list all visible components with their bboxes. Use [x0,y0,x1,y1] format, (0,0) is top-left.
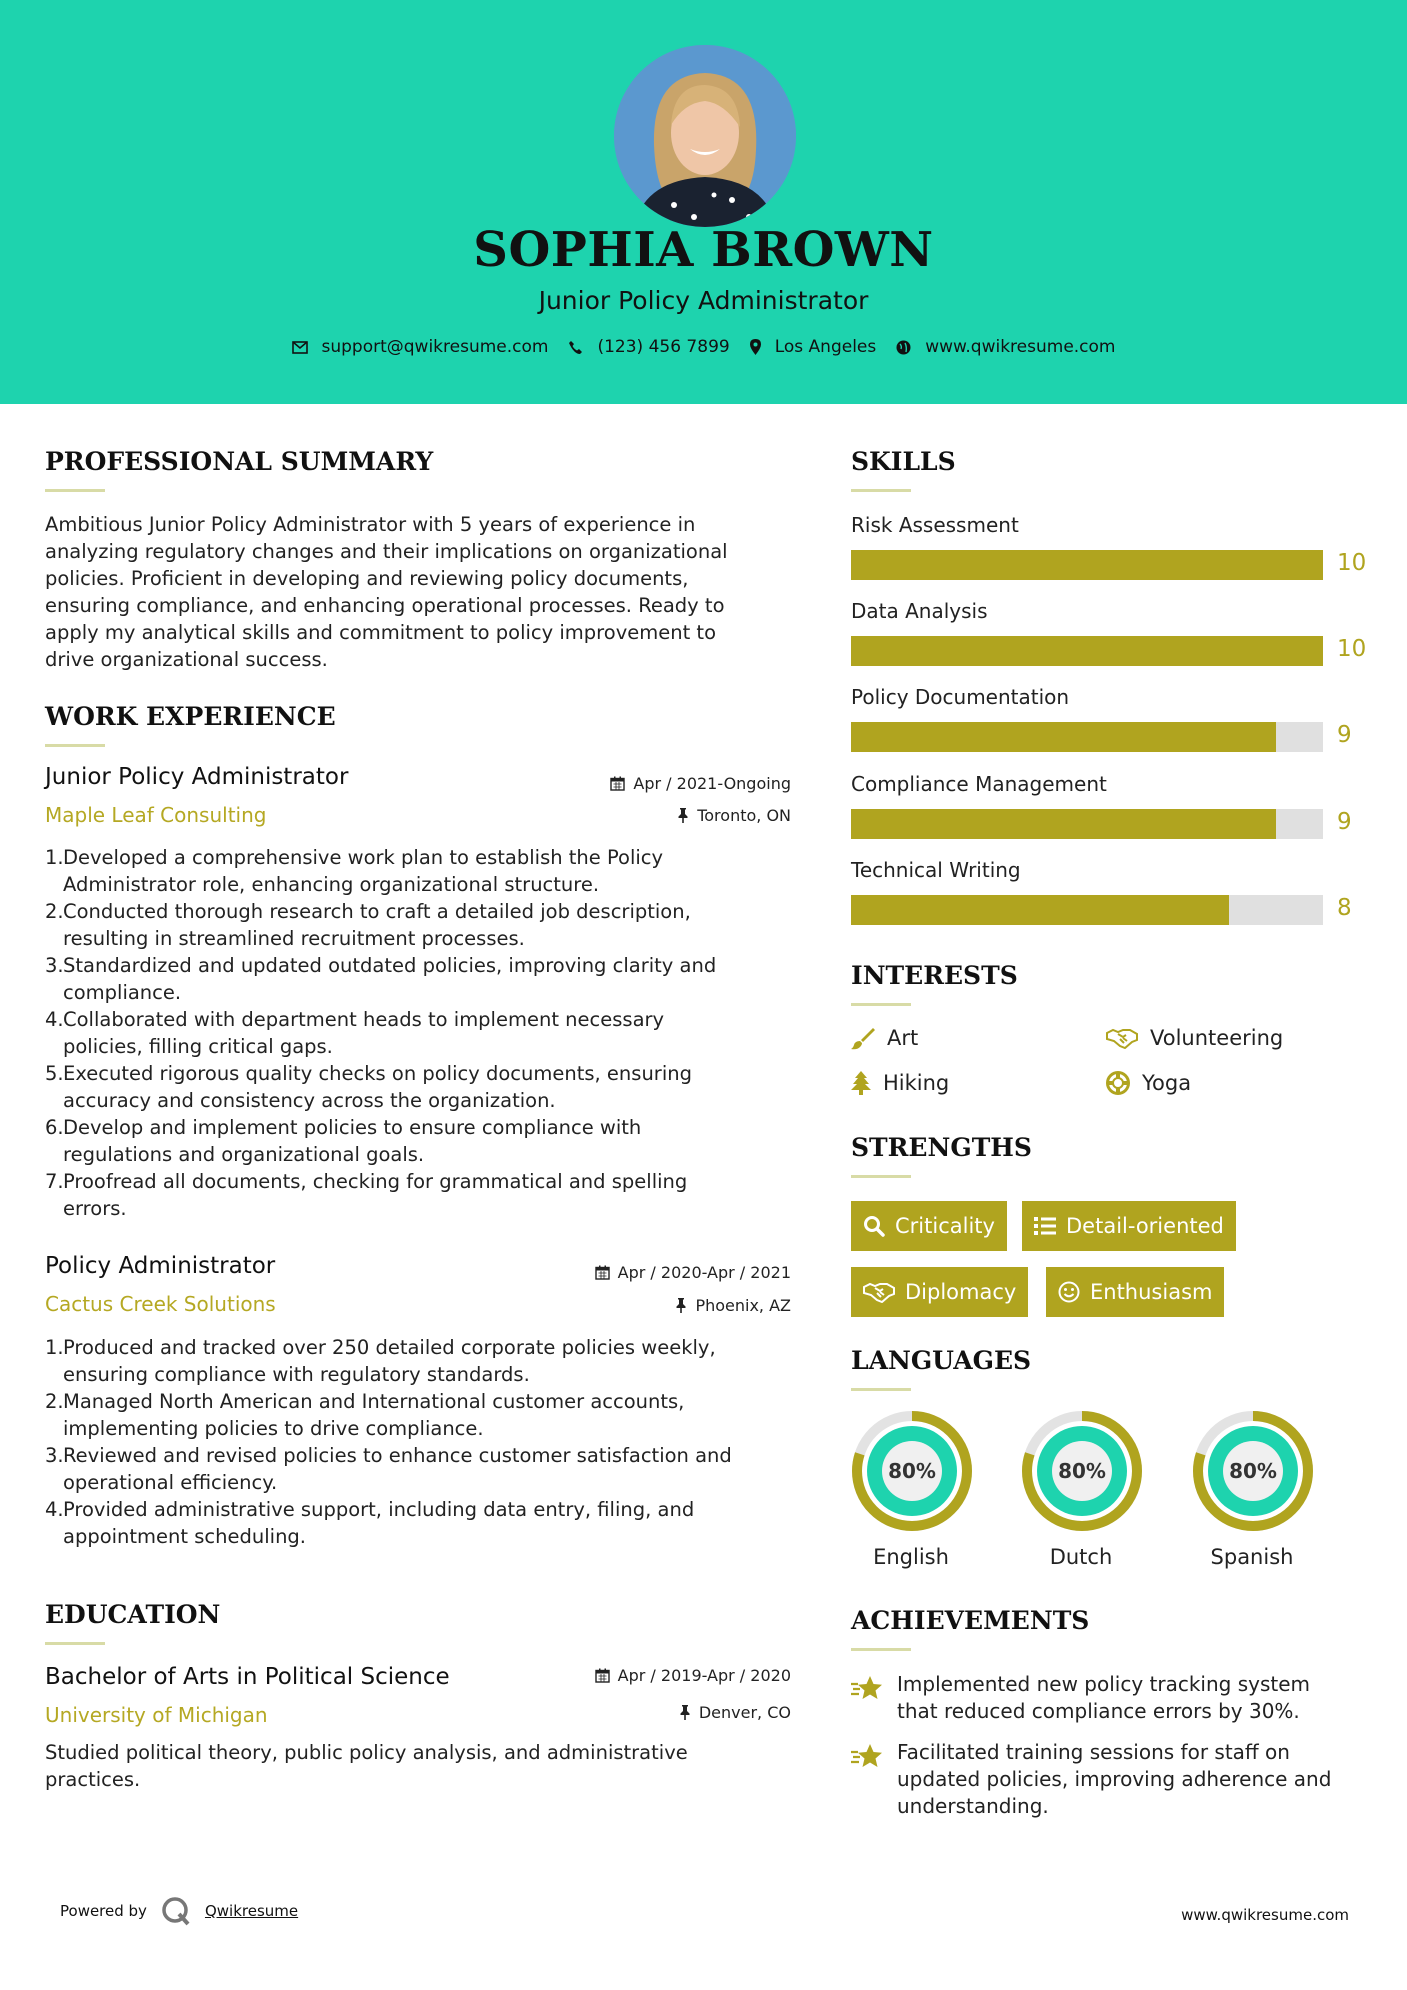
strength-tag [1022,1201,1236,1251]
duty-item [45,1496,732,1550]
interest-item [851,1026,918,1050]
skill-bar-track [851,809,1323,839]
achievement-line: that reduced compliance errors by 30%. [897,1699,1300,1723]
calendar-icon [610,776,625,791]
achievement-line: Facilitated training sessions for staff on [897,1740,1290,1764]
degree-title: Bachelor of Arts in Political Science [45,1664,450,1690]
achievement-item [851,1671,1310,1725]
job-location-text: Toronto, ON [697,806,791,825]
duty-line: Conducted thorough research to craft a detailed job description, [63,900,691,923]
smile-icon [1058,1281,1080,1303]
duty-line: Collaborated with department heads to implement necessary [63,1008,665,1031]
education-dates [595,1666,791,1685]
duty-line: ensuring compliance with regulatory standards. [63,1363,530,1386]
language-name: English [873,1545,949,1569]
skill-value: 9 [1337,722,1352,748]
email-text: support@qwikresume.com [321,337,549,357]
job-duties-list [45,1334,732,1550]
skill-bar-track [851,722,1323,752]
summary-line: apply my analytical skills and commitment to policy improvement to [45,621,717,644]
contact-email[interactable] [292,337,549,357]
skill-name: Risk Assessment [851,513,1019,537]
strength-name: Detail-oriented [1066,1214,1224,1238]
achievement-line: understanding. [897,1794,1049,1818]
duty-line: Executed rigorous quality checks on policy documents, ensuring [63,1062,692,1085]
job-dates [610,774,791,793]
duty-line: Produced and tracked over 250 detailed corporate policies weekly, [63,1336,716,1359]
star-icon [851,1743,883,1769]
duty-line: operational efficiency. [63,1471,278,1494]
achievement-line: Implemented new policy tracking system [897,1672,1311,1696]
star-icon [851,1675,883,1701]
phone-text: (123) 456 7899 [597,337,730,357]
skill-name: Policy Documentation [851,685,1070,709]
duty-line: errors. [63,1197,127,1220]
qwikresume-logo-icon [161,1896,191,1926]
education-location-text: Denver, CO [698,1703,791,1722]
skill-bar-track [851,636,1323,666]
duty-line: Developed a comprehensive work plan to establish the Policy [63,846,664,869]
skill-value: 10 [1337,636,1367,662]
education-location [679,1703,791,1722]
summary-line: Ambitious Junior Policy Administrator with 5 years of experience in [45,513,696,536]
duty-item [45,898,716,952]
duty-line: regulations and organizational goals. [63,1143,425,1166]
summary-line: ensuring compliance, and enhancing operational processes. Ready to [45,594,725,617]
contact-website[interactable] [896,337,1115,357]
school-name: University of Michigan [45,1703,268,1727]
duty-item [45,1006,716,1060]
skill-bar-fill [851,636,1323,666]
candidate-role: Junior Policy Administrator [538,286,869,315]
skill-name: Compliance Management [851,772,1107,796]
duty-item [45,1334,732,1388]
language-ring-english [849,1408,975,1534]
pushpin-icon [675,1298,687,1313]
duty-item [45,1442,732,1496]
skill-bar-track [851,550,1323,580]
phone-icon [568,340,583,355]
duty-line: Provided administrative support, including data entry, filing, and [63,1498,695,1521]
interest-name: Yoga [1142,1071,1192,1095]
skill-value: 8 [1337,895,1352,921]
envelope-icon [292,341,308,354]
duty-number: 2. [45,1390,64,1413]
skill-bar-fill [851,722,1276,752]
duty-line: Standardized and updated outdated policies, improving clarity and [63,954,717,977]
education-line: Studied political theory, public policy analysis, and administrative [45,1741,688,1764]
duty-line: Managed North American and International customer accounts, [63,1390,685,1413]
interest-item [1106,1071,1191,1095]
pushpin-icon [679,1705,691,1720]
job-dates-text: Apr / 2020-Apr / 2021 [617,1263,791,1282]
footer-website[interactable]: www.qwikresume.com [1181,1906,1349,1924]
experience-heading: WORK EXPERIENCE [45,702,336,731]
duty-line: Develop and implement policies to ensure compliance with [63,1116,642,1139]
skill-value: 9 [1337,809,1352,835]
paintbrush-icon [851,1026,875,1050]
handshake-icon [863,1281,895,1303]
duty-item [45,952,716,1006]
job-location [677,806,791,825]
duty-line: resulting in streamlined recruitment processes. [63,927,525,950]
education-description [45,1739,688,1793]
duty-item [45,1114,716,1168]
duty-item [45,844,716,898]
search-icon [863,1215,885,1237]
duty-line: Reviewed and revised policies to enhance customer satisfaction and [63,1444,732,1467]
interest-name: Hiking [883,1071,950,1095]
job-title: Policy Administrator [45,1253,276,1279]
duty-number: 3. [45,954,64,977]
skill-bar-fill [851,809,1276,839]
duty-number: 1. [45,1336,64,1359]
duty-item [45,1388,732,1442]
job-dates [595,1263,791,1282]
lifebuoy-icon [1106,1071,1130,1095]
skills-heading: SKILLS [851,447,956,476]
strengths-underline [851,1175,911,1178]
map-pin-icon [750,339,761,355]
duty-number: 2. [45,900,64,923]
person-portrait-icon [614,45,796,227]
duty-line: appointment scheduling. [63,1525,306,1548]
qwikresume-link[interactable]: Qwikresume [204,1902,299,1920]
strength-tag [851,1267,1028,1317]
language-name: Spanish [1210,1545,1294,1569]
skill-bar-fill [851,895,1229,925]
education-heading: EDUCATION [45,1600,221,1629]
job-title: Junior Policy Administrator [45,764,349,790]
globe-icon [896,340,911,355]
interest-name: Art [887,1026,919,1050]
list-icon [1034,1217,1056,1235]
languages-heading: LANGUAGES [851,1346,1032,1375]
handshake-icon [1106,1027,1138,1049]
company-name: Maple Leaf Consulting [45,803,267,827]
summary-text [45,511,728,673]
summary-underline [45,489,105,492]
language-percent: 80% [1058,1459,1106,1483]
summary-line: policies. Proficient in developing and reviewing policy documents, [45,567,689,590]
duty-line: compliance. [63,981,182,1004]
summary-line: drive organizational success. [45,648,328,671]
duty-line: implementing policies to drive compliance. [63,1417,484,1440]
job-location-text: Phoenix, AZ [695,1296,791,1315]
language-ring-spanish [1190,1408,1316,1534]
location-text: Los Angeles [774,337,877,357]
languages-underline [851,1388,911,1391]
summary-line: analyzing regulatory changes and their implications on organizational [45,540,728,563]
interests-underline [851,1003,911,1006]
interests-heading: INTERESTS [851,961,1018,990]
strengths-heading: STRENGTHS [851,1133,1032,1162]
powered-by-text: Powered by [60,1902,147,1920]
strength-name: Enthusiasm [1090,1280,1213,1304]
strength-tag [851,1201,1007,1251]
company-name: Cactus Creek Solutions [45,1292,276,1316]
skill-bar-fill [851,550,1323,580]
job-dates-text: Apr / 2021-Ongoing [633,774,791,793]
duty-line: accuracy and consistency across the organization. [63,1089,556,1112]
achievement-line: updated policies, improving adherence and [897,1767,1332,1791]
language-percent: 80% [1229,1459,1277,1483]
language-ring-dutch [1019,1408,1145,1534]
job-location [675,1296,791,1315]
contact-phone[interactable] [568,337,729,357]
duty-number: 6. [45,1116,64,1139]
duty-item [45,1168,716,1222]
experience-underline [45,744,105,747]
candidate-name: SOPHIA BROWN [473,222,934,278]
duty-item [45,1060,716,1114]
interest-item [851,1071,949,1095]
duty-number: 4. [45,1498,64,1521]
footer-powered-by [60,1896,298,1926]
profile-photo [614,45,796,227]
skill-name: Technical Writing [851,858,1021,882]
language-percent: 80% [888,1459,936,1483]
contact-location [750,337,877,357]
achievement-text [897,1739,1331,1820]
achievements-underline [851,1648,911,1651]
skill-name: Data Analysis [851,599,988,623]
strength-name: Diplomacy [905,1280,1017,1304]
strength-tag [1046,1267,1224,1317]
summary-heading: PROFESSIONAL SUMMARY [45,447,434,476]
header-banner [0,0,1407,404]
duty-line: policies, filling critical gaps. [63,1035,333,1058]
duty-number: 1. [45,846,64,869]
skills-underline [851,489,911,492]
pushpin-icon [677,808,689,823]
calendar-icon [595,1265,610,1280]
education-dates-text: Apr / 2019-Apr / 2020 [617,1666,791,1685]
achievements-heading: ACHIEVEMENTS [851,1606,1090,1635]
tree-icon [851,1071,871,1095]
duty-number: 7. [45,1170,64,1193]
job-duties-list [45,844,716,1222]
calendar-icon [595,1668,610,1683]
duty-line: Administrator role, enhancing organizational structure. [63,873,600,896]
interest-item [1106,1026,1283,1050]
achievement-item [851,1739,1331,1820]
education-line: practices. [45,1768,141,1791]
duty-number: 3. [45,1444,64,1467]
strength-name: Criticality [895,1214,995,1238]
website-text: www.qwikresume.com [925,337,1116,357]
skill-value: 10 [1337,550,1367,576]
language-name: Dutch [1049,1545,1113,1569]
contact-bar [0,337,1407,357]
education-underline [45,1642,105,1645]
duty-number: 4. [45,1008,64,1031]
interest-name: Volunteering [1150,1026,1284,1050]
duty-number: 5. [45,1062,64,1085]
duty-line: Proofread all documents, checking for grammatical and spelling [63,1170,688,1193]
skill-bar-track [851,895,1323,925]
achievement-text [897,1671,1310,1725]
